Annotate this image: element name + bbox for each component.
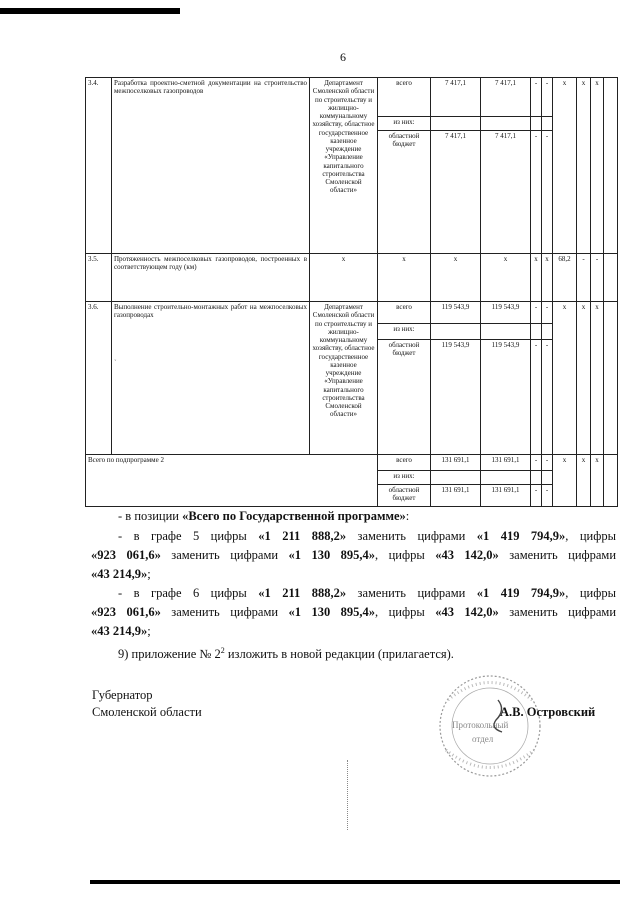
value-cell — [604, 302, 618, 455]
official-seal — [428, 670, 548, 780]
program-table — [85, 77, 618, 507]
seal-text: отдел — [472, 734, 494, 744]
scan-mark: ˯ — [114, 352, 117, 361]
paragraph-appendix: 9) приложение № $2^2$ изложить в новой редакции (прилагается). — [118, 646, 454, 662]
value-cell — [604, 455, 618, 507]
row-number: 3.6. — [86, 302, 112, 455]
paragraph-column6-line3: «43 214,9»; — [91, 624, 151, 638]
paragraph-column5-line1: - в графе 5 цифры «1 211 888,2» заменить цифрами «1 419 794,9», цифры — [118, 529, 616, 543]
page-number: 6 — [340, 50, 346, 64]
value-cell: 7 417,1 — [481, 131, 531, 254]
executor: Департамент Смоленской области по строительству и жилищно-коммунальному хозяйству, областное государственное казенное учреждение «Управление капитального строительства Смоленской области» — [310, 78, 378, 254]
source-cell: областной бюджет — [378, 340, 431, 455]
paragraph-column6-line1: - в графе 6 цифры «1 211 888,2» заменить цифрами «1 419 794,9», цифры — [118, 586, 616, 600]
measure-name: Протяженность межпоселковых газопроводов, построенных в соответствующем году (км) — [112, 254, 310, 302]
value-cell: x — [542, 254, 553, 302]
value-cell: 131 691,1 — [481, 485, 531, 507]
value-cell: x — [553, 78, 577, 254]
seal-text: Протокольный — [452, 720, 509, 730]
measure-name: Разработка проектно-сметной документации на строительство межпоселковых газопроводов — [112, 78, 310, 254]
value-cell: x — [591, 302, 604, 455]
value-cell: 131 691,1 — [481, 455, 531, 471]
value-cell: x — [481, 254, 531, 302]
value-cell: - — [531, 131, 542, 254]
paragraph-column5-line3: «43 214,9»; — [91, 567, 151, 581]
value-cell: x — [591, 455, 604, 507]
executor: Департамент Смоленской области по строительству и жилищно-коммунальному хозяйству, областное государственное казенное учреждение «Управление капитального строительства Смоленской области» — [310, 302, 378, 455]
value-cell: 131 691,1 — [431, 455, 481, 471]
value-cell: x — [577, 302, 591, 455]
table-row — [86, 78, 618, 117]
value-cell: x — [591, 78, 604, 254]
value-cell: x — [531, 254, 542, 302]
source-cell: из них: — [378, 324, 431, 340]
value-cell: 119 543,9 — [431, 340, 481, 455]
source-cell: всего — [378, 302, 431, 324]
value-cell: - — [542, 302, 553, 324]
value-cell: - — [542, 340, 553, 455]
table-row — [86, 254, 618, 302]
value-cell: - — [542, 455, 553, 471]
value-cell: - — [542, 485, 553, 507]
value-cell: - — [531, 78, 542, 117]
value-cell: 119 543,9 — [481, 302, 531, 324]
value-cell: x — [577, 78, 591, 254]
paragraph-position: - в позиции «Всего по Государственной программе»: — [118, 509, 410, 523]
table-row — [86, 302, 618, 324]
value-cell: - — [531, 455, 542, 471]
value-cell: x — [553, 302, 577, 455]
top-scan-edge — [0, 0, 640, 18]
signatory-name: А.В. Островский — [500, 705, 596, 719]
row-number: 3.4. — [86, 78, 112, 254]
row-number: 3.5. — [86, 254, 112, 302]
value-cell: - — [542, 131, 553, 254]
source-cell: всего — [378, 455, 431, 471]
measure-name: Выполнение строительно-монтажных работ на межпоселковых газопроводах — [112, 302, 310, 455]
source-cell: всего — [378, 78, 431, 117]
source-cell: областной бюджет — [378, 131, 431, 254]
value-cell: - — [531, 302, 542, 324]
value-cell: x — [577, 455, 591, 507]
executor: x — [310, 254, 378, 302]
value-cell: - — [531, 485, 542, 507]
value-cell: 131 691,1 — [431, 485, 481, 507]
source-cell: из них: — [378, 471, 431, 485]
value-cell: - — [591, 254, 604, 302]
value-cell: 7 417,1 — [481, 78, 531, 117]
signatory-title: Губернатор Смоленской области — [92, 688, 202, 719]
value-cell: - — [577, 254, 591, 302]
value-cell: 7 417,1 — [431, 131, 481, 254]
value-cell: 119 543,9 — [431, 302, 481, 324]
value-cell: 119 543,9 — [481, 340, 531, 455]
source-cell: областной бюджет — [378, 485, 431, 507]
value-cell — [604, 254, 618, 302]
total-label: Всего по подпрограмме 2 — [86, 455, 378, 507]
table-row — [86, 455, 618, 471]
value-cell: 7 417,1 — [431, 78, 481, 117]
paragraph-column5-line2: «923 061,6» заменить цифрами «1 130 895,4», цифры «43 142,0» заменить цифрами — [91, 548, 617, 562]
value-cell: - — [542, 78, 553, 117]
bottom-scan-edge — [90, 880, 620, 884]
value-cell: - — [531, 340, 542, 455]
scan-artifact — [347, 760, 350, 830]
paragraph-column6-line2: «923 061,6» заменить цифрами «1 130 895,4», цифры «43 142,0» заменить цифрами — [91, 605, 617, 619]
value-cell — [604, 78, 618, 254]
value-cell: x — [553, 455, 577, 507]
value-cell: 68,2 — [553, 254, 577, 302]
value-cell: x — [431, 254, 481, 302]
source-cell: из них: — [378, 117, 431, 131]
source-cell: x — [378, 254, 431, 302]
